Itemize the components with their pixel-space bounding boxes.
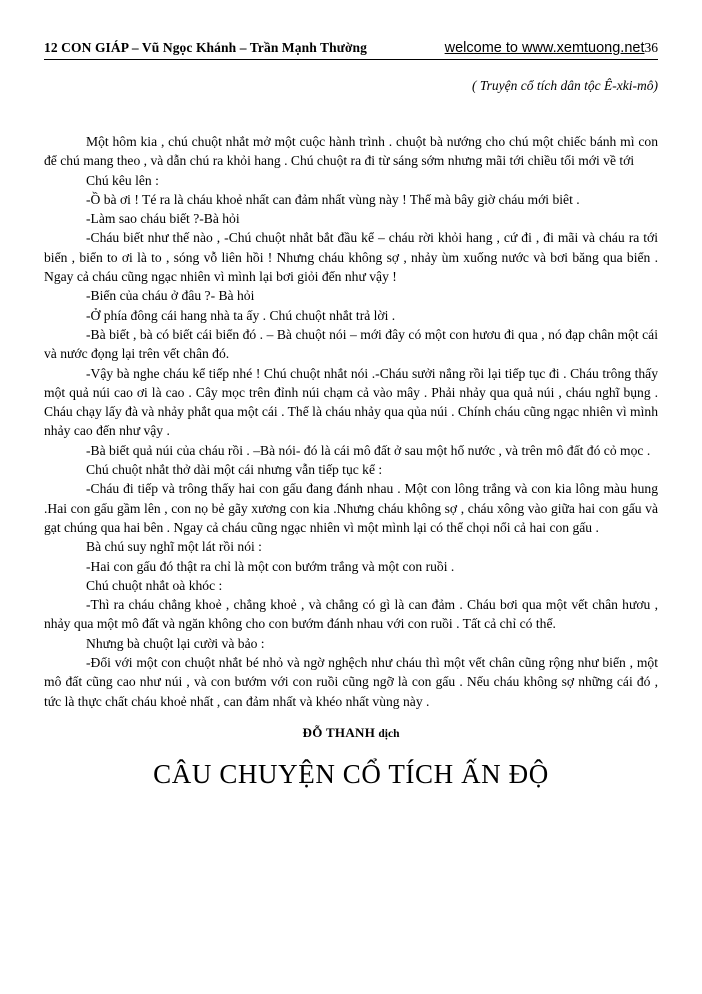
paragraph: Chú chuột nhắt thở dài một cái nhưng vẫn tiếp tục kể :: [86, 462, 383, 478]
paragraph: -Biển của cháu ở đâu ?- Bà hỏi: [86, 288, 255, 304]
paragraph: -Bà biết , bà có biết cái biển đó . – Bà chuột nói – mới đây có một con hươu đi qua , nó đạp chân một cái và nước đọng lại trên vết chân đó.: [44, 326, 658, 362]
paragraph: -Làm sao cháu biết ?-Bà hỏi: [86, 211, 240, 227]
paragraph: Một hôm kia , chú chuột nhắt mở một cuộc hành trình . chuột bà nướng cho chú một chiếc bánh mì con để chú mang theo , và dẫn chú ra khỏi hang . Chú chuột ra đi từ sáng sớm nhưng mãi tới chiều tối mới về tới: [44, 134, 658, 169]
story-source-subtitle: ( Truyện cổ tích dân tộc Ê-xki-mô): [472, 78, 658, 93]
paragraph: Nhưng bà chuột lại cười và bảo :: [86, 635, 265, 651]
paragraph: -Hai con gấu đó thật ra chỉ là một con bướm trắng và một con ruồi .: [86, 558, 455, 574]
translator-signature: [44, 725, 658, 741]
header-website-link[interactable]: welcome to www.xemtuong.net: [444, 40, 645, 56]
paragraph: -Đối với một con chuột nhắt bé nhỏ và ngờ nghệch như cháu thì một vết chân cũng rộng như biển , một mô đất cũng cao như núi , và con bướm với con ruồi cũng ngỡ là con gấu . Nếu cháu không sợ những cái đó , tức là thực chất cháu khoẻ nhất , can đảm nhất và khéo nhất vùng này .: [44, 655, 658, 709]
translator-name: ĐỖ THANH: [302, 724, 376, 740]
paragraph: -Ở phía đông cái hang nhà ta ấy . Chú chuột nhắt trả lời .: [86, 307, 396, 323]
paragraph: -Vậy bà nghe cháu kể tiếp nhé ! Chú chuột nhắt nói .-Cháu sưởi nắng rồi lại tiếp tục đi . Cháu trông thấy một quả núi cao ơi là cao . Cây mọc trên đỉnh núi chạm cả vào mây . Phải nhảy qua quả núi , cháu nghĩ bụng . Cháu chạy lấy đà và nhảy phắt qua một cái . Thế là cháu nhảy qua qủa núi . Chính cháu cũng ngạc nhiên vì mình nhảy cao đến như vậy .: [44, 365, 658, 439]
header-page-number: 36: [644, 40, 658, 55]
translator-role: dịch: [378, 727, 400, 740]
paragraph: Chú chuột nhắt oà khóc :: [86, 577, 223, 593]
paragraph: -Thì ra cháu chẳng khoẻ , chẳng khoẻ , và chẳng có gì là can đảm . Cháu bơi qua một vết chân hươu , nhảy qua một mô đất và ngăn không cho con bướm đánh nhau với con ruồi . Tất cả chỉ có thế.: [44, 597, 658, 632]
paragraph: -Cháu biết như thế nào , -Chú chuột nhắt bắt đầu kể – cháu rời khỏi hang , cứ đi , đi mãi và cháu ra tới biển , biển to ơi là to , sóng vỗ liên hồi ! Nhưng cháu không sợ , nhảy ùm xuống nước và bơi băng qua biển . Ngay cả cháu cũng ngạc nhiên vì mình lại bơi giỏi đến như vậy !: [44, 230, 658, 285]
paragraph: -Cháu đi tiếp và trông thấy hai con gấu đang đánh nhau . Một con lông trắng và con kia lông màu hung .Hai con gấu gầm lên , con nọ bẻ gãy xương con kia .Nhưng cháu không sợ , cháu xông vào giữa hai con gấu và gạt chúng qua hai bên . Ngay cả cháu cũng ngạc nhiên vì một mình lại có thể chọi nổi cả hai con gấu .: [44, 481, 658, 535]
header-book-title: 12 CON GIÁP – Vũ Ngọc Khánh – Trần Mạnh Thường: [44, 40, 368, 55]
paragraph: Bà chú suy nghĩ một lát rồi nói :: [86, 539, 262, 555]
page-header: [44, 40, 658, 56]
header-right-group: [445, 40, 658, 56]
next-story-title: CÂU CHUYỆN CỔ TÍCH ẤN ĐỘ: [153, 758, 549, 789]
story-body: [44, 132, 658, 711]
paragraph: Chú kêu lên :: [86, 172, 159, 188]
header-divider: [44, 59, 658, 60]
paragraph: -Ồ bà ơi ! Té ra là cháu khoẻ nhất can đảm nhất vùng này ! Thế mà bây giờ cháu mới biêt .: [86, 191, 580, 207]
paragraph: -Bà biết quả núi của cháu rồi . –Bà nói- đó là cái mô đất ở sau một hố nước , và trên mô đất đó cỏ mọc .: [86, 442, 651, 458]
